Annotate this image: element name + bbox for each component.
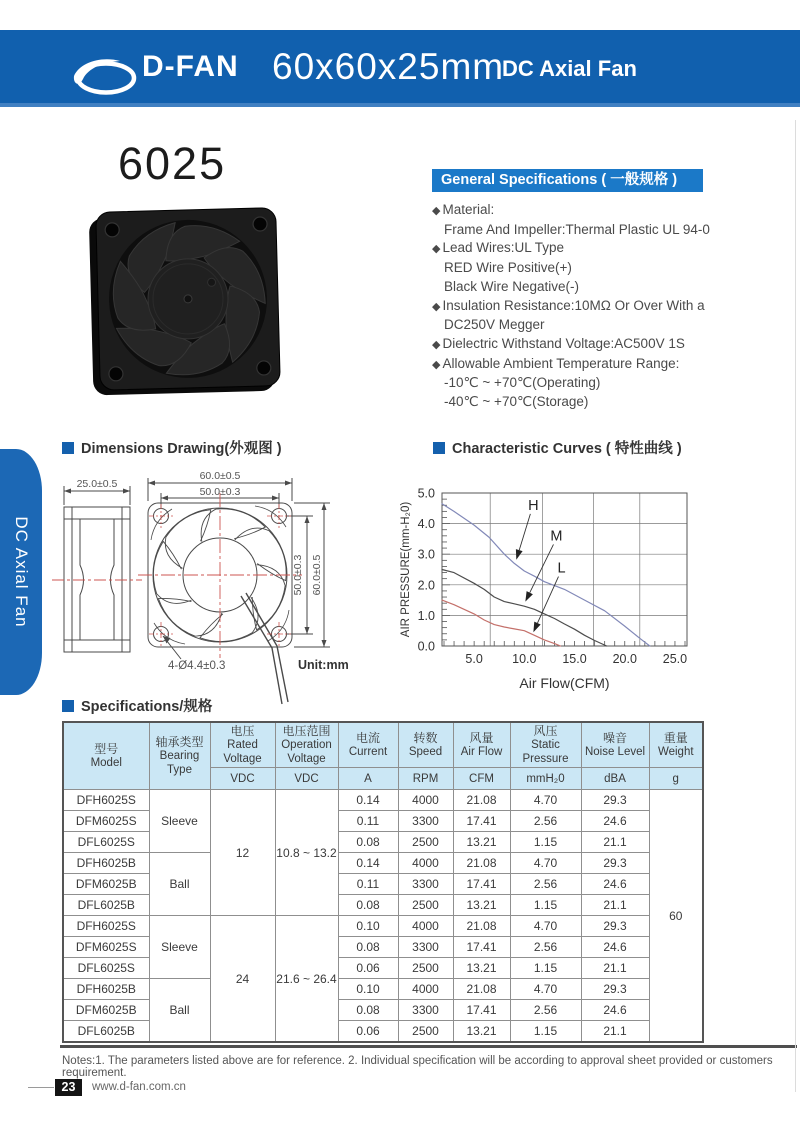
x-axis-label: Air Flow(CFM) <box>519 675 610 691</box>
spec-item-text: Lead Wires:UL Type <box>442 240 565 256</box>
bearing-cell: Ball <box>149 853 210 916</box>
col-header-operation-voltage: 电压范围 Operation Voltage <box>275 722 338 768</box>
spec-item-text: DC250V Megger <box>444 317 545 333</box>
airflow-cell: 13.21 <box>453 832 510 853</box>
airflow-cell: 21.08 <box>453 916 510 937</box>
model-cell: DFL6025B <box>63 895 149 916</box>
current-cell: 0.11 <box>338 874 398 895</box>
side-tab-dc-axial-fan <box>0 449 42 695</box>
mounting-holes-label: 4-Ø4.4±0.3 <box>168 660 226 672</box>
bearing-cell: Ball <box>149 979 210 1043</box>
footer-rule <box>60 1045 797 1048</box>
notes-text: Notes:1. The parameters listed above are for reference. 2. Individual specification will be according to approval sheet provided or customers requirement. <box>62 1055 773 1079</box>
svg-text:20.0: 20.0 <box>612 652 637 666</box>
noise-cell: 24.6 <box>581 937 649 958</box>
model-cell: DFM6025S <box>63 811 149 832</box>
current-cell: 0.08 <box>338 832 398 853</box>
unit-weight: g <box>649 768 703 790</box>
model-cell: DFH6025B <box>63 979 149 1000</box>
pressure-cell: 4.70 <box>510 916 581 937</box>
brand-logo-text: D-FAN <box>142 49 239 83</box>
curve-M <box>442 570 607 647</box>
spec-item <box>432 335 788 355</box>
col-header-current: 电流 Current <box>338 722 398 768</box>
blue-square-icon <box>433 442 445 454</box>
header-band <box>0 30 800 107</box>
fan-photo <box>88 204 283 396</box>
noise-cell: 21.1 <box>581 832 649 853</box>
col-header-weight: 重量 Weight <box>649 722 703 768</box>
table-row <box>63 853 703 874</box>
noise-cell: 29.3 <box>581 853 649 874</box>
unit-pressure: mmH₂0 <box>510 768 581 790</box>
specifications-table <box>62 721 704 1043</box>
side-tab-label: DC Axial Fan <box>12 516 31 628</box>
pressure-cell: 1.15 <box>510 1021 581 1043</box>
noise-cell: 24.6 <box>581 874 649 895</box>
rated-voltage-cell: 12 <box>210 790 275 916</box>
model-cell: DFH6025S <box>63 790 149 811</box>
pressure-cell: 1.15 <box>510 958 581 979</box>
spec-item <box>432 221 788 240</box>
rated-voltage-cell: 24 <box>210 916 275 1043</box>
curve-label-M: M <box>550 528 563 545</box>
pressure-cell: 2.56 <box>510 811 581 832</box>
operation-voltage-cell: 10.8 ~ 13.2 <box>275 790 338 916</box>
specifications-table-wrap <box>62 721 704 1043</box>
unit-label: Unit:mm <box>298 658 349 672</box>
general-specs-title-bar <box>432 169 703 192</box>
general-specs-list <box>432 201 788 412</box>
centerlines <box>52 493 302 658</box>
spec-item-text: Material: <box>442 202 495 217</box>
page-number-badge: 23 <box>55 1079 82 1096</box>
spec-item-text: -40℃ ~ +70℃(Storage) <box>444 394 589 410</box>
blue-square-icon <box>62 700 74 712</box>
spec-item <box>432 374 788 393</box>
section-header-dimensions <box>62 437 282 458</box>
col-header-bearing: 轴承类型 Bearing Type <box>149 722 210 790</box>
page-title: 60x60x25mm <box>272 45 505 87</box>
svg-text:0.0: 0.0 <box>417 639 435 654</box>
diamond-bullet-icon: ◆ <box>432 358 441 371</box>
table-row <box>63 916 703 937</box>
pressure-cell: 2.56 <box>510 937 581 958</box>
airflow-cell: 13.21 <box>453 1021 510 1043</box>
current-cell: 0.08 <box>338 895 398 916</box>
speed-cell: 4000 <box>398 790 453 811</box>
spec-item-text: Black Wire Negative(-) <box>444 278 580 294</box>
model-cell: DFM6025B <box>63 1000 149 1021</box>
speed-cell: 2500 <box>398 1021 453 1043</box>
pressure-cell: 1.15 <box>510 895 581 916</box>
spec-item-text: Dielectric Withstand Voltage:AC500V 1S <box>442 335 685 351</box>
col-header-noise: 噪音 Noise Level <box>581 722 649 768</box>
dim-hole-width-label: 50.0±0.3 <box>199 486 241 498</box>
model-cell: DFM6025B <box>63 874 149 895</box>
speed-cell: 2500 <box>398 832 453 853</box>
pressure-cell: 1.15 <box>510 832 581 853</box>
curve-label-H: H <box>528 497 539 514</box>
spec-item <box>432 278 788 297</box>
svg-text:5.0: 5.0 <box>417 486 435 501</box>
svg-text:15.0: 15.0 <box>562 652 587 666</box>
svg-text:3.0: 3.0 <box>417 547 435 562</box>
curve-label-L: L <box>557 560 566 577</box>
current-cell: 0.10 <box>338 916 398 937</box>
col-header-speed: 转数 Speed <box>398 722 453 768</box>
dimension-arrowheads <box>64 481 327 648</box>
airflow-cell: 17.41 <box>453 937 510 958</box>
noise-cell: 29.3 <box>581 979 649 1000</box>
spec-item <box>432 259 788 278</box>
spec-item-text: Allowable Ambient Temperature Range: <box>442 355 680 371</box>
spec-item <box>432 201 788 221</box>
table-row <box>63 979 703 1000</box>
col-header-pressure: 风压 Static Pressure <box>510 722 581 768</box>
svg-text:25.0: 25.0 <box>662 652 688 666</box>
model-cell: DFM6025S <box>63 937 149 958</box>
spec-item <box>432 393 788 412</box>
drawing-fan-blades <box>135 491 298 657</box>
noise-cell: 21.1 <box>581 895 649 916</box>
current-cell: 0.14 <box>338 853 398 874</box>
section-header-dimensions-label: Dimensions Drawing(外观图 ) <box>81 441 282 457</box>
model-cell: DFL6025S <box>63 832 149 853</box>
spec-item-text: RED Wire Positive(+) <box>444 260 572 276</box>
speed-cell: 3300 <box>398 1000 453 1021</box>
speed-cell: 4000 <box>398 853 453 874</box>
model-cell: DFH6025B <box>63 853 149 874</box>
website-url: www.d-fan.com.cn <box>92 1081 186 1093</box>
pressure-cell: 2.56 <box>510 874 581 895</box>
airflow-cell: 17.41 <box>453 874 510 895</box>
pressure-cell: 4.70 <box>510 790 581 811</box>
y-axis-label: AIR PRESSURE(mm-H₂0) <box>400 501 412 638</box>
general-specs-title: General Specifications ( 一般规格 ) <box>441 172 678 188</box>
spec-item <box>432 316 788 335</box>
model-cell: DFL6025S <box>63 958 149 979</box>
spec-item-text: Frame And Impeller:Thermal Plastic UL 94-0 <box>444 221 710 237</box>
spec-table-body <box>63 790 703 1043</box>
noise-cell: 21.1 <box>581 1021 649 1043</box>
svg-text:2.0: 2.0 <box>417 578 435 593</box>
speed-cell: 2500 <box>398 895 453 916</box>
noise-cell: 24.6 <box>581 811 649 832</box>
airflow-cell: 13.21 <box>453 958 510 979</box>
section-header-specifications-label: Specifications/规格 <box>81 699 213 715</box>
bearing-cell: Sleeve <box>149 916 210 979</box>
current-cell: 0.06 <box>338 958 398 979</box>
spec-item <box>432 239 788 259</box>
airflow-cell: 13.21 <box>453 895 510 916</box>
current-cell: 0.06 <box>338 1021 398 1043</box>
page-edge-line <box>795 120 796 1092</box>
speed-cell: 3300 <box>398 811 453 832</box>
airflow-cell: 21.08 <box>453 979 510 1000</box>
curve-H <box>442 504 650 646</box>
diamond-bullet-icon: ◆ <box>432 300 441 313</box>
unit-speed: RPM <box>398 768 453 790</box>
spec-item <box>432 355 788 375</box>
characteristic-curves-chart <box>398 468 800 700</box>
operation-voltage-cell: 21.6 ~ 26.4 <box>275 916 338 1043</box>
current-cell: 0.08 <box>338 937 398 958</box>
noise-cell: 24.6 <box>581 1000 649 1021</box>
dim-hole-height-label: 50.0±0.3 <box>292 554 304 596</box>
noise-cell: 29.3 <box>581 790 649 811</box>
noise-cell: 29.3 <box>581 916 649 937</box>
noise-cell: 21.1 <box>581 958 649 979</box>
model-cell: DFH6025S <box>63 916 149 937</box>
page-number-tick <box>28 1087 54 1088</box>
dim-depth-label: 25.0±0.5 <box>76 478 118 490</box>
diamond-bullet-icon: ◆ <box>432 205 441 217</box>
airflow-cell: 21.08 <box>453 790 510 811</box>
current-cell: 0.08 <box>338 1000 398 1021</box>
svg-text:4.0: 4.0 <box>417 517 435 532</box>
dimensions-drawing <box>50 462 420 707</box>
col-header-rated-voltage: 电压 Rated Voltage <box>210 722 275 768</box>
pressure-cell: 4.70 <box>510 853 581 874</box>
dim-outer-height-label: 60.0±0.5 <box>311 554 323 596</box>
col-header-model: 型号 Model <box>63 722 149 790</box>
unit-operation-voltage: VDC <box>275 768 338 790</box>
diamond-bullet-icon: ◆ <box>432 338 441 351</box>
spec-item <box>432 297 788 317</box>
unit-noise: dBA <box>581 768 649 790</box>
model-heading: 6025 <box>118 138 227 189</box>
section-header-curves-label: Characteristic Curves ( 特性曲线 ) <box>452 441 682 457</box>
col-header-airflow: 风量 Air Flow <box>453 722 510 768</box>
current-cell: 0.10 <box>338 979 398 1000</box>
speed-cell: 4000 <box>398 979 453 1000</box>
svg-text:10.0: 10.0 <box>512 652 537 666</box>
spec-item-text: Insulation Resistance:10MΩ Or Over With a <box>442 297 705 313</box>
dfan-logo-icon <box>72 54 138 100</box>
svg-text:1.0: 1.0 <box>417 608 435 623</box>
pressure-cell: 4.70 <box>510 979 581 1000</box>
svg-text:5.0: 5.0 <box>465 652 483 666</box>
spec-item-text: -10℃ ~ +70℃(Operating) <box>444 375 601 391</box>
weight-cell: 60 <box>649 790 703 1043</box>
page-subtitle: DC Axial Fan <box>502 55 637 81</box>
airflow-cell: 17.41 <box>453 811 510 832</box>
speed-cell: 3300 <box>398 874 453 895</box>
model-cell: DFL6025B <box>63 1021 149 1043</box>
unit-airflow: CFM <box>453 768 510 790</box>
unit-current: A <box>338 768 398 790</box>
table-row <box>63 790 703 811</box>
speed-cell: 4000 <box>398 916 453 937</box>
unit-rated-voltage: VDC <box>210 768 275 790</box>
speed-cell: 2500 <box>398 958 453 979</box>
pressure-cell: 2.56 <box>510 1000 581 1021</box>
diamond-bullet-icon: ◆ <box>432 243 441 256</box>
airflow-cell: 17.41 <box>453 1000 510 1021</box>
blue-square-icon <box>62 442 74 454</box>
dim-outer-width-label: 60.0±0.5 <box>199 470 241 482</box>
bearing-cell: Sleeve <box>149 790 210 853</box>
speed-cell: 3300 <box>398 937 453 958</box>
airflow-cell: 21.08 <box>453 853 510 874</box>
section-header-specifications <box>62 695 212 716</box>
section-header-curves <box>433 437 682 458</box>
current-cell: 0.11 <box>338 811 398 832</box>
current-cell: 0.14 <box>338 790 398 811</box>
